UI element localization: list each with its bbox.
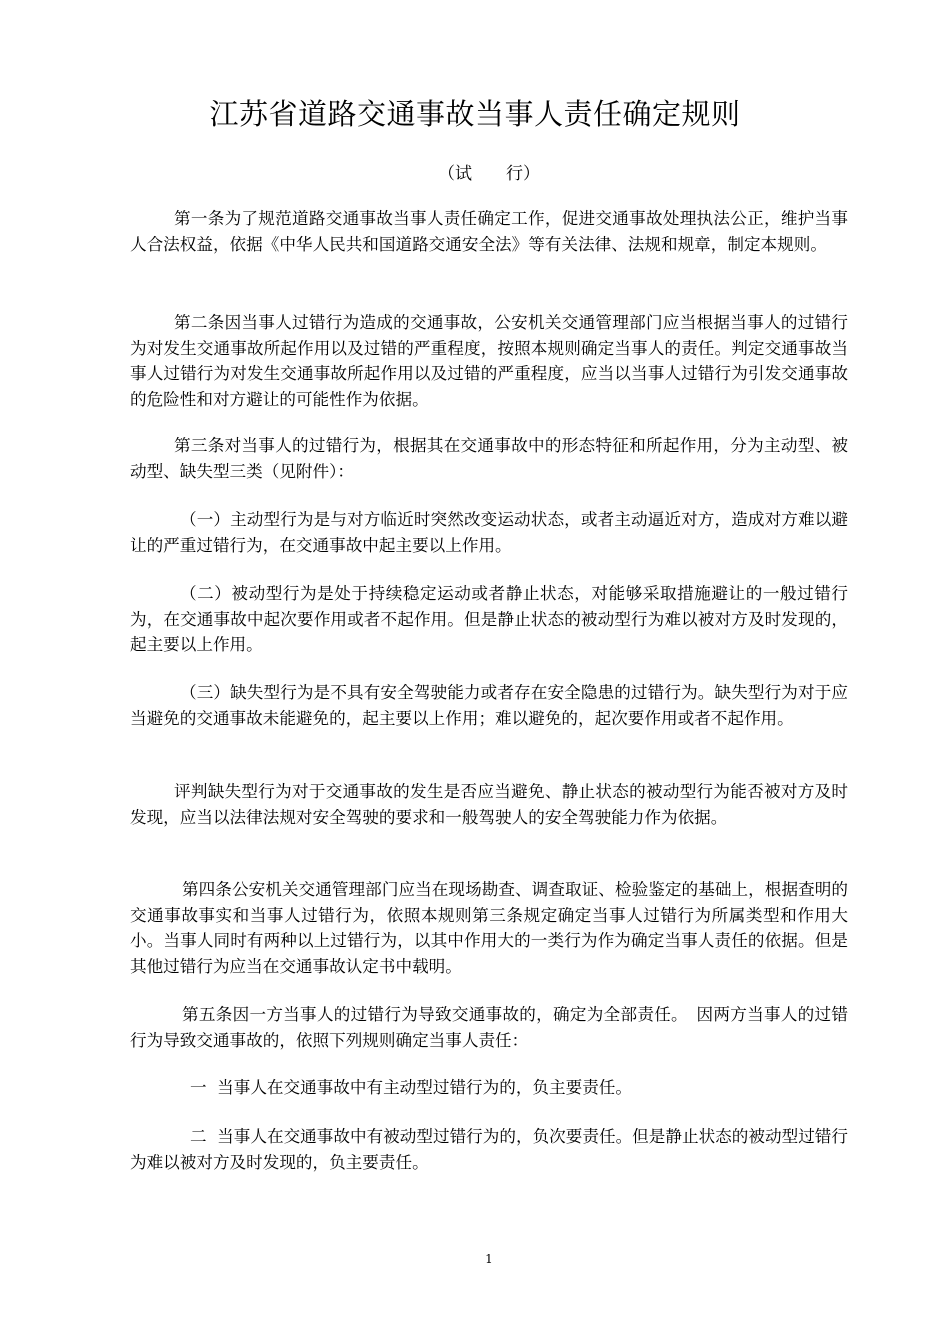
document-subtitle: （试 行） (438, 164, 540, 184)
article-5-paragraph: 第五条因一方当事人的过错行为导致交通事故的，确定为全部责任。 因两方当事人的过错行为导致交通事故的，依照下列规则确定当事人责任： (130, 1005, 848, 1050)
article-1-paragraph: 第一条为了规范道路交通事故当事人责任确定工作，促进交通事故处理执法公正，维护当事人合法权益，依据《中华人民共和国道路交通安全法》等有关法律、法规和规章，制定本规则。 (130, 209, 848, 254)
article-3-paragraph: 第三条对当事人的过错行为，根据其在交通事故中的形态特征和所起作用，分为主动型、被动型、缺失型三类（见附件）： (130, 436, 848, 481)
rule-1-paragraph: 一 当事人在交通事故中有主动型过错行为的，负主要责任。 (190, 1078, 632, 1097)
article-4-paragraph: 第四条公安机关交通管理部门应当在现场勘查、调查取证、检验鉴定的基础上，根据查明的交通事故事实和当事人过错行为，依照本规则第三条规定确定当事人过错行为所属类型和作用大小。当事人同时有两种以上过错行为，以其中作用大的一类行为作为确定当事人责任的依据。但是其他过错行为应当在交通事故认定书中载明。 (130, 880, 848, 976)
document-title: 江苏省道路交通事故当事人责任确定规则 (209, 97, 741, 131)
rule-2-paragraph: 二 当事人在交通事故中有被动型过错行为的，负次要责任。但是静止状态的被动型过错行为难以被对方及时发现的，负主要责任。 (130, 1127, 848, 1172)
item-2-passive-type-paragraph: （二）被动型行为是处于持续稳定运动或者静止状态，对能够采取措施避让的一般过错行为，在交通事故中起次要作用或者不起作用。但是静止状态的被动型行为难以被对方及时发现的，起主要以上作用。 (130, 584, 848, 654)
page-number: 1 (485, 1252, 493, 1266)
item-1-active-type-paragraph: （一）主动型行为是与对方临近时突然改变运动状态，或者主动逼近对方，造成对方难以避让的严重过错行为，在交通事故中起主要以上作用。 (130, 510, 848, 555)
item-3-deficiency-type-paragraph: （三）缺失型行为是不具有安全驾驶能力或者存在安全隐患的过错行为。缺失型行为对于应当避免的交通事故未能避免的，起主要以上作用；难以避免的，起次要作用或者不起作用。 (130, 683, 848, 728)
evaluation-paragraph: 评判缺失型行为对于交通事故的发生是否应当避免、静止状态的被动型行为能否被对方及时发现，应当以法律法规对安全驾驶的要求和一般驾驶人的安全驾驶能力作为依据。 (130, 782, 848, 827)
article-2-paragraph: 第二条因当事人过错行为造成的交通事故，公安机关交通管理部门应当根据当事人的过错行为对发生交通事故所起作用以及过错的严重程度，按照本规则确定当事人的责任。判定交通事故当事人过错行为对发生交通事故所起作用以及过错的严重程度，应当以当事人过错行为引发交通事故的危险性和对方避让的可能性作为依据。 (130, 313, 848, 409)
